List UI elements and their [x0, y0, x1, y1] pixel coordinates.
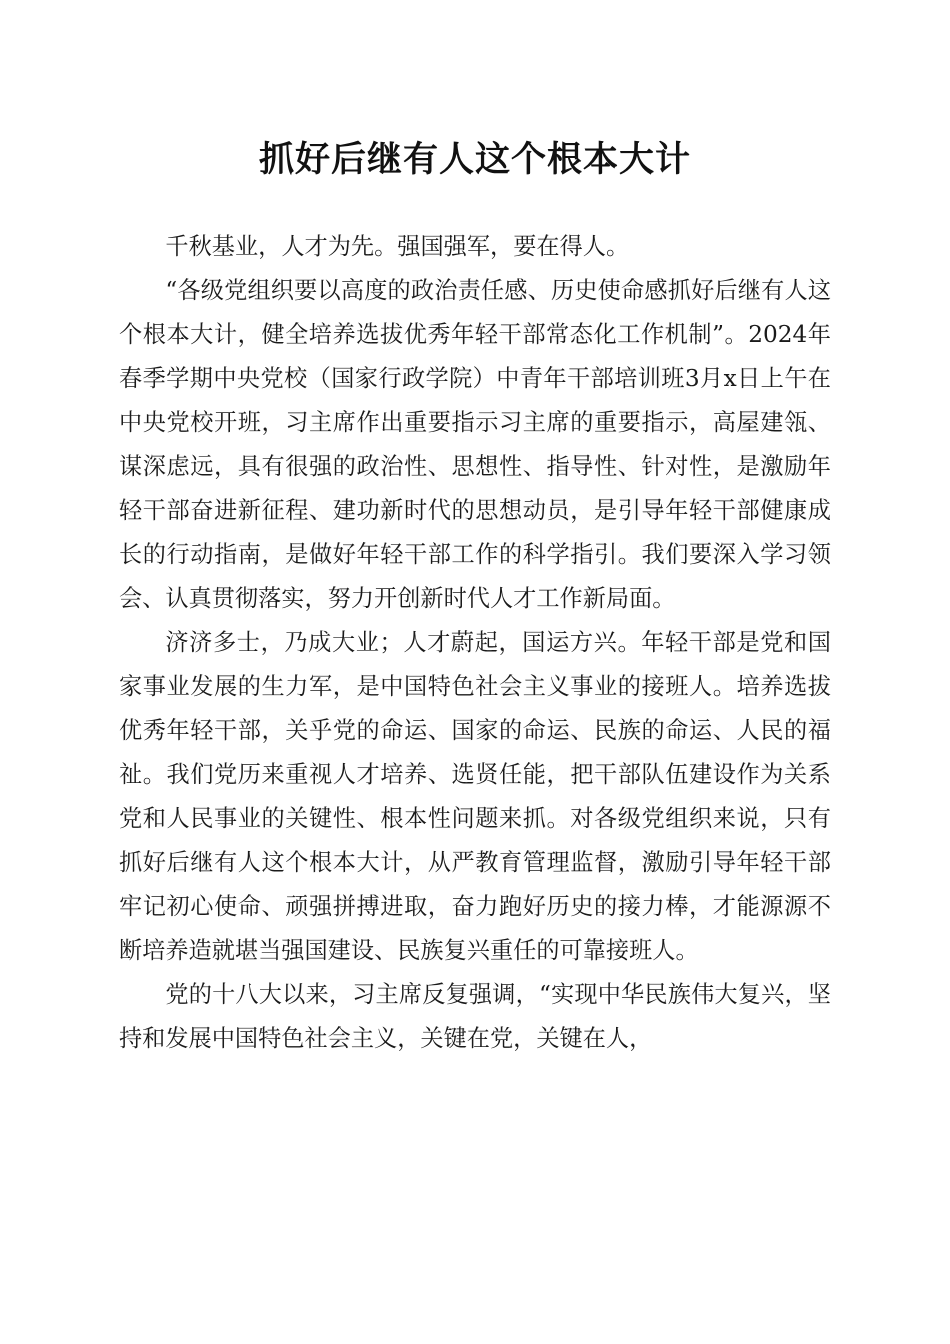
document-title: 抓好后继有人这个根本大计 [258, 139, 691, 180]
paragraph-1: 千秋基业，人才为先。强国强军，要在得人。 [165, 233, 630, 260]
paragraph-3: 济济多士，乃成大业；人才蔚起，国运方兴。年轻干部是党和国家事业发展的生力军，是中国特色社会主义事业的接班人。培养选拔优秀年轻干部，关乎党的命运、国家的命运、民族的命运、人民的福祉。我们党历来重视人才培养、选贤任能，把干部队伍建设作为关系党和人民事业的关键性、根本性问题来抓。对各级党组织来说，只有抓好后继有人这个根本大计，从严教育管理监督，激励引导年轻干部牢记初心使命、顽强拼搏进取，奋力跑好历史的接力棒，才能源源不断培养造就堪当强国建设、民族复兴重任的可靠接班人。 [119, 629, 831, 964]
document-body [119, 225, 831, 1061]
paragraph-2: “各级党组织要以高度的政治责任感、历史使命感抓好后继有人这个根本大计，健全培养选拔优秀年轻干部常态化工作机制”。2024年春季学期中央党校（国家行政学院）中青年干部培训班3月x日上午在中央党校开班，习主席作出重要指示习主席的重要指示，高屋建瓴、谋深虑远，具有很强的政治性、思想性、指导性、针对性，是激励年轻干部奋进新征程、建功新时代的思想动员，是引导年轻干部健康成长的行动指南，是做好年轻干部工作的科学指引。我们要深入学习领会、认真贯彻落实，努力开创新时代人才工作新局面。 [119, 277, 831, 612]
paragraph-4: 党的十八大以来，习主席反复强调，“实现中华民族伟大复兴，坚持和发展中国特色社会主义，关键在党，关键在人， [119, 981, 831, 1052]
